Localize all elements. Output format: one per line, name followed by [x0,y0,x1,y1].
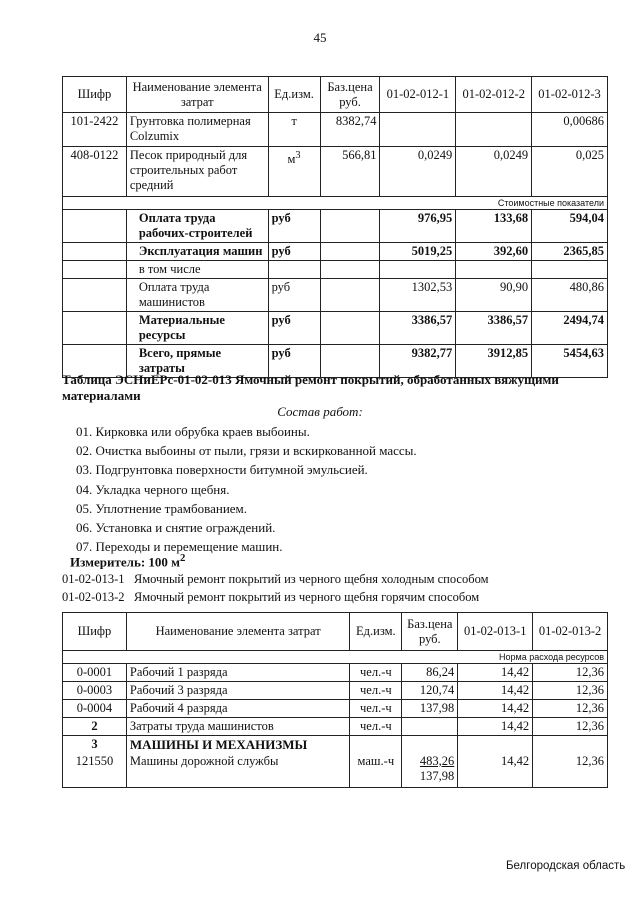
header-price: Баз.цена руб. [320,77,380,113]
cell-unit: т [268,113,320,147]
table-row [63,210,608,243]
cell-code: 408-0122 [63,147,127,197]
table-row [63,279,608,312]
cell-unit: чел.-ч [350,682,402,700]
header-unit: Ед.изм. [350,613,402,651]
cell-v2: 0,0249 [456,147,532,197]
header-code: Шифр [63,613,127,651]
header-name: Наименование элемента затрат [126,613,349,651]
cell-code: 0-0001 [63,664,127,682]
code: 01-02-013-1 [62,572,125,586]
code-description: Ямочный ремонт покрытий из черного щебня холодным способом [133,572,489,586]
code-list [62,570,489,606]
header-price: Баз.цена руб. [402,613,458,651]
cell-price: 137,98 [402,700,458,718]
cell-unit [268,147,320,197]
list-item: 04. Укладка черного щебня. [76,481,230,497]
unit-superscript: 3 [295,150,301,161]
cost-unit: руб [268,312,320,345]
cell-name: Рабочий 4 разряда [126,700,349,718]
cell-v3: 0,025 [532,147,608,197]
cost-name: Оплата труда рабочих-строителей [126,210,268,243]
cell-unit: маш.-ч [350,753,402,787]
cell-v2: 12,36 [533,718,608,736]
table-row [63,312,608,345]
header-col1: 01-02-013-1 [458,613,533,651]
code-description: Ямочный ремонт покрытий из черного щебня горячим способом [133,590,480,604]
cell-name: Песок природный для строительных работ средний [126,147,268,197]
cost-v2: 3912,85 [456,345,532,378]
cell-name: Затраты труда машинистов [126,718,349,736]
cell-v1: 14,42 [458,753,533,787]
cost-v2: 90,90 [456,279,532,312]
cell-name: Грунтовка полимерная Colzumix [126,113,268,147]
cell-price: 120,74 [402,682,458,700]
cost-v1: 976,95 [380,210,456,243]
cell-v1: 14,42 [458,664,533,682]
table-row [63,147,608,197]
cost-v1: 5019,25 [380,243,456,261]
cost-v3: 2365,85 [532,243,608,261]
resource-table-012 [62,76,608,378]
list-item [62,570,489,588]
header-name: Наименование элемента затрат [126,77,268,113]
cost-v3: 594,04 [532,210,608,243]
footer-region: Белгородская область [506,860,626,872]
cell-v2: 12,36 [533,664,608,682]
table-row [63,700,608,718]
cost-v3: 5454,63 [532,345,608,378]
cell-v1: 14,42 [458,718,533,736]
cell-unit: чел.-ч [350,718,402,736]
cell-price: 86,24 [402,664,458,682]
header-col1: 01-02-012-1 [380,77,456,113]
cost-v2: 392,60 [456,243,532,261]
header-unit: Ед.изм. [268,77,320,113]
cost-name: в том числе [126,261,268,279]
cost-v1: 9382,77 [380,345,456,378]
list-item: 02. Очистка выбоины от пыли, грязи и вскиркованной массы. [76,443,417,459]
cell-price [402,753,458,787]
meter-text: Измеритель: 100 м [70,554,181,570]
cost-name: Эксплуатация машин [126,243,268,261]
cost-unit: руб [268,243,320,261]
cell-v2: 12,36 [533,700,608,718]
page-number: 45 [313,30,327,45]
cell-price [402,718,458,736]
cost-v3: 2494,74 [532,312,608,345]
meter-superscript: 2 [180,552,186,564]
cell-v2: 12,36 [533,753,608,787]
cost-unit: руб [268,279,320,312]
cell-code: 0-0003 [63,682,127,700]
cost-name: Всего, прямые затраты [126,345,268,378]
cell-code: 2 [63,718,127,736]
cell-v1: 14,42 [458,700,533,718]
list-item: 05. Уплотнение трамбованием. [76,500,248,516]
cost-v1: 3386,57 [380,312,456,345]
code: 01-02-013-2 [62,590,125,604]
cell-v3: 0,00686 [532,113,608,147]
cell-code: 101-2422 [63,113,127,147]
section-heading: МАШИНЫ И МЕХАНИЗМЫ [126,736,349,754]
table-caption: Таблица ЭСНиЕРс-01-02-013 Ямочный ремонт покрытий, обработанных вяжущими материалами [62,372,559,403]
header-col3: 01-02-012-3 [532,77,608,113]
table-row [63,113,608,147]
cell-name: Рабочий 1 разряда [126,664,349,682]
cell-v1: 0,0249 [380,147,456,197]
table-row [63,718,608,736]
cell-unit: чел.-ч [350,664,402,682]
cell-code: 0-0004 [63,700,127,718]
cell-code: 121550 [63,753,127,787]
cost-unit: руб [268,210,320,243]
meter-label [70,552,185,570]
cell-unit: чел.-ч [350,700,402,718]
unit-text: м [287,152,296,167]
cell-price: 8382,74 [320,113,380,147]
price-value-secondary: 137,98 [419,769,455,783]
header-code: Шифр [63,77,127,113]
cell-v1: 14,42 [458,682,533,700]
cell-v2 [456,113,532,147]
cell-code: 3 [63,736,127,754]
header-col2: 01-02-012-2 [456,77,532,113]
table-row [63,664,608,682]
table-row [63,753,608,787]
cell-v2: 12,36 [533,682,608,700]
cost-v1: 1302,53 [380,279,456,312]
cost-v3: 480,86 [532,279,608,312]
cell-price: 566,81 [320,147,380,197]
cell-v1 [380,113,456,147]
cell-name: Рабочий 3 разряда [126,682,349,700]
cost-name: Оплата труда машинистов [126,279,268,312]
list-item [62,588,489,606]
table-row [63,682,608,700]
works-list [76,422,417,556]
resource-table-013 [62,612,608,788]
section-label: Стоимостные показатели [63,197,608,210]
table-row [63,261,608,279]
cost-v2: 3386,57 [456,312,532,345]
table-row [63,736,608,754]
section-label: Норма расхода ресурсов [63,651,608,664]
list-item: 06. Установка и снятие ограждений. [76,520,276,536]
works-title: Состав работ: [277,404,363,419]
cell-name: Машины дорожной службы [126,753,349,787]
cost-unit: руб [268,345,320,378]
cost-v2: 133,68 [456,210,532,243]
list-item: 01. Кирковка или обрубка краев выбоины. [76,424,310,439]
table-row [63,243,608,261]
list-item: 03. Подгрунтовка поверхности битумной эмульсией. [76,462,368,478]
price-value: 483,26 [419,754,455,768]
header-col2: 01-02-013-2 [533,613,608,651]
list-item: 07. Переходы и перемещение машин. [76,539,283,555]
cost-name: Материальные ресурсы [126,312,268,345]
